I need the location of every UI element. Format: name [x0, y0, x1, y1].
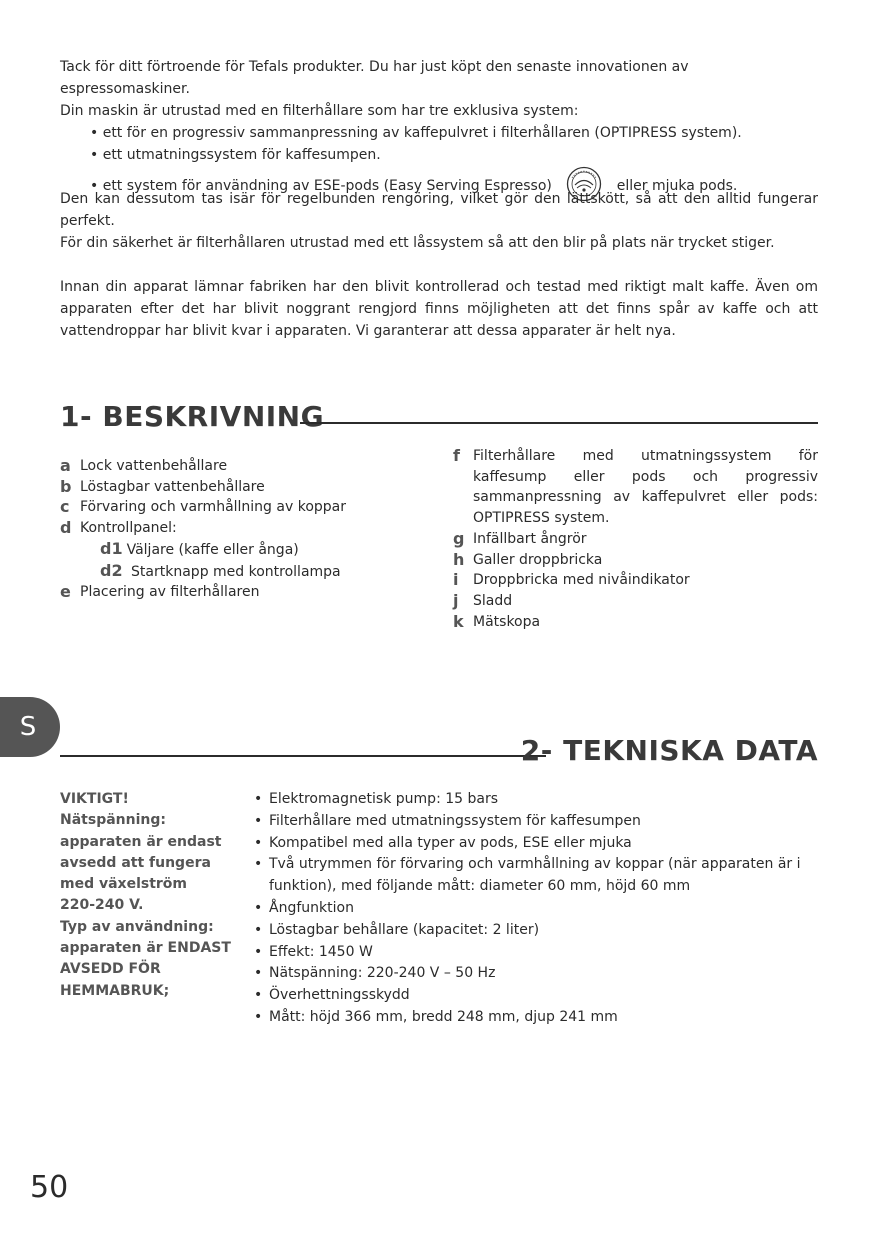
section-title: 1- BESKRIVNING — [60, 400, 325, 433]
list-item — [453, 529, 818, 550]
spec-item — [254, 920, 818, 942]
bullet-icon: • — [254, 791, 263, 807]
bullet-icon: • — [254, 1008, 263, 1025]
item-text: Filterhållare med utmatningssystem för kaffesump eller pods och progressiv sammanpressning av kaffepulvret eller pods: OPTIPRESS system. — [473, 448, 818, 527]
warning-line: HEMMABRUK; — [60, 982, 170, 999]
item-letter: i — [453, 570, 459, 590]
intro-bullet-text: eller mjuka pods. — [616, 178, 738, 194]
list-item — [453, 550, 818, 571]
spec-item — [254, 898, 818, 920]
sub-item — [60, 539, 400, 561]
warning-line: 220-240 V. — [60, 897, 144, 914]
item-letter: k — [453, 611, 464, 631]
item-letter: b — [60, 476, 72, 496]
item-text: Mätskopa — [473, 613, 541, 630]
intro-line: Tack för ditt förtroende för Tefals produkter. Du har just köpt den senaste innovationen av espressomaskiner. — [60, 59, 689, 97]
list-item — [60, 518, 400, 539]
item-letter: f — [453, 446, 460, 465]
spec-text: Ångfunktion — [269, 899, 354, 916]
spec-text: Överhettningsskydd — [269, 987, 410, 1004]
heading-rule — [300, 422, 818, 424]
spec-item — [254, 985, 818, 1007]
item-text: Löstagbar vattenbehållare — [80, 478, 265, 495]
intro-line: Den kan dessutom tas isär för regelbunden rengöring, vilket gör den lättskött, så att den alltid fungerar perfekt. — [60, 191, 818, 229]
item-text: Droppbricka med nivåindikator — [473, 572, 690, 589]
warning-line: Nätspänning: — [60, 812, 166, 829]
bullet-icon: • — [254, 856, 263, 873]
bullet-icon: • — [254, 899, 263, 916]
warning-line: apparaten är ENDAST — [60, 940, 231, 957]
spec-item — [254, 942, 818, 964]
spec-text: Två utrymmen för förvaring och varmhållning av koppar (när apparaten är i funktion), med följande mått: diameter 60 mm, höjd 60 mm — [269, 856, 801, 895]
warning-line: avsedd att fungera — [60, 854, 211, 871]
spec-text: Löstagbar behållare (kapacitet: 2 liter) — [269, 921, 540, 938]
list-item — [453, 591, 818, 612]
spec-text: Nätspänning: 220-240 V – 50 Hz — [269, 965, 496, 982]
warning-line: med växelström — [60, 876, 188, 893]
specs-list — [254, 789, 818, 1029]
bullet-icon: • — [254, 812, 263, 829]
item-letter: d — [60, 518, 72, 538]
item-letter: a — [60, 456, 71, 475]
item-text: Galler droppbricka — [473, 551, 603, 568]
list-item — [453, 446, 818, 529]
sub-item — [60, 561, 400, 583]
list-item — [453, 570, 818, 591]
spec-item — [254, 963, 818, 985]
list-item — [60, 456, 400, 477]
spec-text: Kompatibel med alla typer av pods, ESE eller mjuka — [269, 834, 632, 851]
item-text: Kontrollpanel: — [80, 520, 177, 537]
item-text: Förvaring och varmhållning av koppar — [80, 499, 346, 516]
intro-line: För din säkerhet är filterhållaren utrustad med ett låssystem så att den blir på plats när trycket stiger. — [60, 235, 775, 251]
item-letter: j — [453, 590, 459, 610]
bullet-icon: • — [254, 921, 263, 938]
item-text: Väljare (kaffe eller ånga) — [126, 541, 299, 558]
item-text: Lock vattenbehållare — [80, 458, 228, 474]
item-letter: h — [453, 549, 465, 569]
heading-rule — [60, 755, 546, 757]
intro-bullet — [60, 166, 818, 194]
spec-text: Effekt: 1450 W — [269, 943, 373, 960]
item-letter: c — [60, 497, 70, 517]
list-item — [453, 612, 818, 633]
item-text: Startknapp med kontrollampa — [126, 563, 341, 580]
item-text: Infällbart ångrör — [473, 530, 587, 547]
warning-line: apparaten är endast — [60, 833, 222, 850]
list-item — [60, 582, 400, 603]
item-letter: e — [60, 582, 71, 602]
item-text: Sladd — [473, 592, 513, 609]
warning-box — [60, 789, 240, 1002]
spec-text: Mått: höjd 366 mm, bredd 248 mm, djup 241 mm — [269, 1008, 618, 1025]
intro-line: Din maskin är utrustad med en filterhållare som har tre exklusiva system: — [60, 103, 579, 119]
section-title: 2- TEKNISKA DATA — [520, 734, 818, 767]
intro-bullet: • ett utmatningssystem för kaffesumpen. — [90, 147, 381, 163]
item-letter: d2 — [100, 560, 123, 580]
intro-bullet: • ett för en progressiv sammanpressning av kaffepulvret i filterhållaren (OPTIPRESS system). — [90, 125, 742, 141]
intro-bullet-text: • ett system för användning av ESE-pods (Easy Serving Espresso) — [90, 178, 552, 194]
bullet-icon: • — [254, 834, 263, 851]
parts-list-left — [60, 456, 400, 603]
parts-list-right — [453, 446, 818, 632]
item-text: Placering av filterhållaren — [80, 584, 260, 601]
intro-text — [60, 56, 818, 342]
spec-item — [254, 811, 818, 833]
bullet-icon: • — [254, 943, 263, 960]
language-tab: S — [0, 697, 60, 757]
page-number: 50 — [30, 1170, 69, 1205]
warning-line: AVSEDD FÖR — [60, 961, 161, 978]
spec-text: Filterhållare med utmatningssystem för kaffesumpen — [269, 812, 641, 829]
intro-paragraph: Innan din apparat lämnar fabriken har den blivit kontrollerad och testad med riktigt malt kaffe. Även om apparaten efter det har blivit noggrant rengjord finns möjligheten att det finns spår av kaffe och att vattendroppar har blivit kvar i apparaten. Vi garanterar att dessa apparater är helt nya. — [60, 279, 818, 339]
item-letter: d1 — [100, 538, 123, 558]
bullet-icon: • — [254, 987, 263, 1004]
list-item — [60, 477, 400, 498]
warning-line: VIKTIGT! — [60, 791, 129, 807]
section-heading-beskrivning — [60, 400, 818, 440]
section-heading-tekniska-data — [60, 734, 818, 776]
list-item — [60, 497, 400, 518]
spec-item — [254, 833, 818, 855]
spec-item — [254, 1007, 818, 1029]
spec-item — [254, 789, 818, 811]
spec-item — [254, 854, 818, 898]
item-letter: g — [453, 528, 465, 548]
warning-line: Typ av användning: — [60, 918, 214, 935]
spec-text: Elektromagnetisk pump: 15 bars — [269, 791, 499, 807]
bullet-icon: • — [254, 965, 263, 982]
